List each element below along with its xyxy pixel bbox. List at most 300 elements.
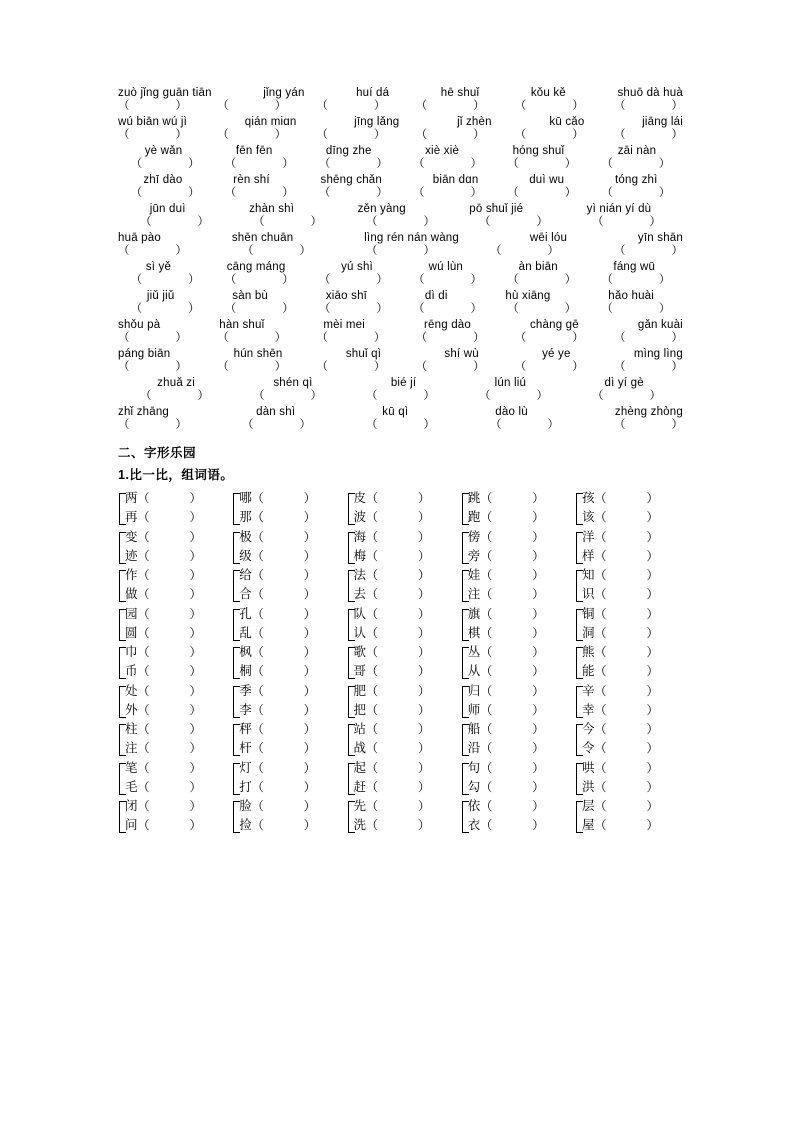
answer-blank[interactable]: （ ） (253, 215, 322, 228)
character-entry[interactable] (354, 489, 455, 508)
character-pair (118, 682, 226, 721)
word-blank[interactable]: （ ） (137, 568, 202, 582)
answer-blank[interactable]: （ ） (479, 215, 548, 228)
pairs-column (232, 489, 340, 836)
character-pair (232, 528, 340, 567)
character-entry[interactable] (239, 682, 340, 701)
word-blank[interactable]: （ ） (137, 529, 202, 544)
word-blank[interactable]: （ ） (480, 491, 545, 505)
character-pair (347, 528, 455, 567)
pinyin-word: kū qì (382, 406, 409, 418)
word-blank[interactable]: （ ） (594, 799, 659, 813)
answer-blank[interactable]: （ ） (130, 186, 200, 199)
answer-blank-row (118, 159, 683, 171)
word-blank[interactable]: （ ） (251, 664, 316, 678)
character-entry[interactable] (354, 643, 455, 662)
word-blank[interactable]: （ ） (251, 548, 316, 563)
answer-blank[interactable]: （ ） (242, 244, 311, 257)
word-blank[interactable]: （ ） (594, 702, 659, 717)
character-entry[interactable] (582, 816, 683, 835)
character-entry[interactable] (354, 547, 455, 566)
character-entry[interactable] (582, 662, 683, 681)
word-blank[interactable]: （ ） (366, 741, 431, 755)
pinyin-word: páng biān (118, 348, 171, 360)
character-entry[interactable] (125, 816, 226, 835)
answer-blank[interactable]: （ ） (507, 273, 577, 286)
character-entry[interactable] (125, 489, 226, 508)
word-blank[interactable]: （ ） (137, 625, 202, 640)
answer-blank[interactable]: （ ） (507, 302, 577, 315)
word-blank[interactable]: （ ） (366, 645, 431, 659)
word-blank[interactable]: （ ） (137, 645, 202, 659)
character-entry[interactable] (582, 547, 683, 566)
character-glyph: 梅 (353, 548, 367, 563)
character-entry[interactable] (239, 778, 340, 797)
answer-blank[interactable]: （ ） (507, 186, 577, 199)
answer-blank[interactable]: （ ） (224, 302, 294, 315)
pinyin-word: xiè xiè (425, 145, 460, 157)
word-blank[interactable]: （ ） (594, 760, 659, 775)
answer-blank[interactable]: （ ） (316, 128, 386, 141)
answer-blank[interactable]: （ ） (479, 389, 548, 402)
word-blank[interactable]: （ ） (594, 625, 659, 640)
character-pair (575, 643, 683, 682)
character-entry[interactable] (239, 528, 340, 547)
word-blank[interactable]: （ ） (251, 491, 316, 505)
character-glyph: 辛 (582, 683, 595, 698)
character-glyph: 级 (239, 548, 252, 563)
character-entry[interactable] (354, 682, 455, 701)
answer-blank[interactable]: （ ） (217, 360, 287, 373)
word-blank[interactable]: （ ） (594, 722, 659, 736)
character-entry[interactable] (582, 585, 683, 604)
character-entry[interactable] (468, 739, 569, 758)
character-pair (347, 759, 455, 798)
word-blank[interactable]: （ ） (251, 568, 316, 582)
character-entry[interactable] (582, 605, 683, 624)
word-blank[interactable]: （ ） (251, 510, 316, 524)
answer-blank[interactable]: （ ） (613, 99, 683, 112)
pinyin-word: zhèng zhòng (614, 406, 683, 418)
character-entry[interactable] (354, 778, 455, 797)
answer-blank[interactable]: （ ） (490, 418, 559, 431)
pinyin-word: yè wǎn (144, 145, 183, 157)
character-entry[interactable] (468, 720, 569, 739)
character-entry[interactable] (354, 585, 455, 604)
word-blank[interactable]: （ ） (137, 722, 202, 736)
answer-blank[interactable]: （ ） (118, 418, 187, 431)
word-blank[interactable]: （ ） (251, 645, 316, 659)
word-blank[interactable]: （ ） (137, 779, 202, 794)
word-blank[interactable]: （ ） (594, 683, 659, 698)
character-entry[interactable] (582, 682, 683, 701)
word-blank[interactable]: （ ） (480, 568, 545, 582)
word-blank[interactable]: （ ） (594, 491, 659, 505)
answer-blank[interactable]: （ ） (601, 273, 671, 286)
pinyin-row (118, 349, 683, 361)
word-blank[interactable]: （ ） (366, 702, 431, 717)
character-entry[interactable] (468, 624, 569, 643)
character-entry[interactable] (582, 739, 683, 758)
character-entry[interactable] (468, 489, 569, 508)
word-blank[interactable]: （ ） (137, 510, 202, 524)
word-blank[interactable]: （ ） (594, 664, 659, 678)
word-blank[interactable]: （ ） (480, 625, 545, 640)
answer-blank[interactable]: （ ） (253, 389, 322, 402)
word-blank[interactable]: （ ） (480, 818, 545, 832)
answer-blank[interactable]: （ ） (118, 360, 187, 373)
character-entry[interactable] (125, 720, 226, 739)
character-entry[interactable] (239, 662, 340, 681)
character-entry[interactable] (125, 547, 226, 566)
character-entry[interactable] (125, 778, 226, 797)
character-entry[interactable] (468, 662, 569, 681)
word-blank[interactable]: （ ） (251, 625, 316, 640)
character-entry[interactable] (468, 797, 569, 816)
answer-blank[interactable]: （ ） (614, 244, 683, 257)
word-blank[interactable]: （ ） (366, 606, 431, 621)
character-entry[interactable] (468, 778, 569, 797)
word-blank[interactable]: （ ） (251, 587, 316, 601)
character-entry[interactable] (582, 720, 683, 739)
character-entry[interactable] (125, 605, 226, 624)
character-entry[interactable] (239, 701, 340, 720)
word-blank[interactable]: （ ） (251, 702, 316, 717)
word-blank[interactable]: （ ） (366, 779, 431, 794)
character-entry[interactable] (239, 605, 340, 624)
answer-blank[interactable]: （ ） (118, 244, 187, 257)
answer-blank[interactable]: （ ） (130, 157, 200, 170)
word-blank[interactable]: （ ） (366, 568, 431, 582)
answer-blank[interactable]: （ ） (514, 331, 584, 344)
answer-blank[interactable]: （ ） (514, 128, 584, 141)
answer-blank[interactable]: （ ） (613, 331, 683, 344)
character-entry[interactable] (239, 797, 340, 816)
answer-blank[interactable]: （ ） (507, 157, 577, 170)
word-blank[interactable]: （ ） (480, 799, 545, 813)
answer-blank[interactable]: （ ） (514, 360, 584, 373)
word-blank[interactable]: （ ） (366, 760, 431, 775)
answer-blank[interactable]: （ ） (140, 215, 209, 228)
character-entry[interactable] (239, 489, 340, 508)
answer-blank[interactable]: （ ） (366, 244, 435, 257)
answer-blank[interactable]: （ ） (118, 128, 187, 141)
answer-blank[interactable]: （ ） (601, 302, 671, 315)
character-entry[interactable] (125, 797, 226, 816)
character-entry[interactable] (468, 566, 569, 585)
pinyin-word: fēn fēn (235, 145, 273, 157)
word-blank[interactable]: （ ） (137, 760, 202, 775)
pinyin-row (118, 291, 683, 303)
character-glyph: 旗 (467, 606, 481, 621)
character-entry[interactable] (239, 624, 340, 643)
answer-blank[interactable]: （ ） (316, 360, 386, 373)
answer-blank[interactable]: （ ） (413, 302, 483, 315)
word-blank[interactable]: （ ） (480, 664, 545, 678)
word-blank[interactable]: （ ） (137, 702, 202, 717)
answer-blank[interactable]: （ ） (601, 157, 671, 170)
character-entry[interactable] (354, 605, 455, 624)
character-entry[interactable] (125, 624, 226, 643)
character-entry[interactable] (239, 643, 340, 662)
answer-blank[interactable]: （ ） (130, 273, 200, 286)
word-blank[interactable]: （ ） (366, 722, 431, 736)
word-blank[interactable]: （ ） (594, 645, 659, 659)
word-blank[interactable]: （ ） (366, 529, 431, 544)
answer-blank[interactable]: （ ） (413, 186, 483, 199)
answer-blank[interactable]: （ ） (316, 99, 386, 112)
character-entry[interactable] (354, 759, 455, 778)
answer-blank[interactable]: （ ） (415, 360, 485, 373)
answer-blank[interactable]: （ ） (413, 157, 483, 170)
character-entry[interactable] (239, 547, 340, 566)
character-entry[interactable] (354, 720, 455, 739)
answer-blank[interactable]: （ ） (366, 389, 435, 402)
word-blank[interactable]: （ ） (480, 645, 545, 659)
answer-blank[interactable]: （ ） (224, 157, 294, 170)
character-entry[interactable] (125, 528, 226, 547)
word-blank[interactable]: （ ） (480, 510, 545, 524)
character-entry[interactable] (582, 759, 683, 778)
word-blank[interactable]: （ ） (137, 587, 202, 601)
answer-blank[interactable]: （ ） (118, 331, 187, 344)
word-blank[interactable]: （ ） (251, 818, 316, 832)
word-blank[interactable]: （ ） (594, 779, 659, 794)
character-entry[interactable] (125, 682, 226, 701)
character-pair (232, 489, 340, 528)
word-blank[interactable]: （ ） (366, 818, 431, 832)
character-entry[interactable] (468, 605, 569, 624)
pinyin-word: wēi lóu (529, 232, 568, 244)
character-entry[interactable] (354, 739, 455, 758)
answer-blank[interactable]: （ ） (366, 418, 435, 431)
word-blank[interactable]: （ ） (251, 799, 316, 813)
word-blank[interactable]: （ ） (251, 722, 316, 736)
character-pair (232, 759, 340, 798)
answer-blank[interactable]: （ ） (413, 273, 483, 286)
character-entry[interactable] (125, 662, 226, 681)
word-blank[interactable]: （ ） (594, 510, 659, 524)
character-entry[interactable] (239, 566, 340, 585)
word-blank[interactable]: （ ） (137, 664, 202, 678)
word-blank[interactable]: （ ） (366, 625, 431, 640)
character-entry[interactable] (582, 489, 683, 508)
word-blank[interactable]: （ ） (480, 760, 545, 775)
answer-blank[interactable]: （ ） (217, 128, 287, 141)
answer-blank[interactable]: （ ） (613, 360, 683, 373)
word-blank[interactable]: （ ） (251, 779, 316, 794)
character-entry[interactable] (468, 682, 569, 701)
word-blank[interactable]: （ ） (480, 606, 545, 621)
pinyin-word: cāng máng (226, 261, 286, 273)
word-blank[interactable]: （ ） (480, 702, 545, 717)
word-blank[interactable]: （ ） (366, 587, 431, 601)
word-blank[interactable]: （ ） (480, 683, 545, 698)
word-blank[interactable]: （ ） (251, 741, 316, 755)
word-blank[interactable]: （ ） (251, 760, 316, 775)
pinyin-word: kǒu kě (530, 87, 566, 99)
word-blank[interactable]: （ ） (137, 683, 202, 698)
pinyin-word: shǒu pà (118, 319, 161, 331)
character-entry[interactable] (354, 816, 455, 835)
pinyin-word: jūn duì (149, 203, 186, 215)
character-entry[interactable] (239, 720, 340, 739)
pinyin-word: jǐng yán (263, 87, 305, 99)
pinyin-word: zhàn shì (249, 203, 295, 215)
character-entry[interactable] (125, 759, 226, 778)
word-blank[interactable]: （ ） (366, 683, 431, 698)
word-blank[interactable]: （ ） (366, 664, 431, 678)
character-entry[interactable] (582, 566, 683, 585)
answer-blank[interactable]: （ ） (318, 302, 388, 315)
character-glyph: 跳 (467, 491, 481, 505)
word-blank[interactable]: （ ） (594, 818, 659, 832)
answer-blank[interactable]: （ ） (217, 99, 287, 112)
character-entry[interactable] (354, 566, 455, 585)
answer-blank[interactable]: （ ） (415, 99, 485, 112)
answer-blank[interactable]: （ ） (130, 302, 200, 315)
word-blank[interactable]: （ ） (594, 568, 659, 582)
character-glyph: 海 (353, 529, 367, 544)
word-blank[interactable]: （ ） (137, 799, 202, 813)
answer-blank[interactable]: （ ） (592, 215, 661, 228)
character-entry[interactable] (468, 701, 569, 720)
character-glyph: 句 (467, 760, 481, 775)
answer-blank[interactable]: （ ） (224, 273, 294, 286)
character-entry[interactable] (239, 759, 340, 778)
word-blank[interactable]: （ ） (137, 491, 202, 505)
pairs-column (118, 489, 226, 836)
character-glyph: 洗 (353, 818, 367, 832)
character-entry[interactable] (239, 816, 340, 835)
answer-blank[interactable]: （ ） (316, 331, 386, 344)
character-entry[interactable] (239, 739, 340, 758)
character-entry[interactable] (468, 585, 569, 604)
word-blank[interactable]: （ ） (137, 741, 202, 755)
character-entry[interactable] (468, 528, 569, 547)
word-blank[interactable]: （ ） (251, 606, 316, 621)
character-entry[interactable] (125, 566, 226, 585)
word-blank[interactable]: （ ） (594, 741, 659, 755)
answer-blank[interactable]: （ ） (224, 186, 294, 199)
character-entry[interactable] (354, 528, 455, 547)
character-entry[interactable] (582, 701, 683, 720)
character-entry[interactable] (354, 624, 455, 643)
answer-blank[interactable]: （ ） (490, 244, 559, 257)
pinyin-word: fáng wū (613, 261, 656, 273)
answer-blank-row (118, 333, 683, 345)
character-entry[interactable] (582, 778, 683, 797)
answer-blank-row (118, 362, 683, 374)
word-blank[interactable]: （ ） (480, 722, 545, 736)
answer-blank[interactable]: （ ） (242, 418, 311, 431)
character-entry[interactable] (125, 508, 226, 527)
character-pair (575, 566, 683, 605)
character-entry[interactable] (354, 701, 455, 720)
answer-blank[interactable]: （ ） (415, 331, 485, 344)
word-blank[interactable]: （ ） (480, 779, 545, 794)
character-glyph: 洪 (582, 779, 595, 794)
character-entry[interactable] (125, 585, 226, 604)
character-entry[interactable] (582, 508, 683, 527)
character-entry[interactable] (239, 585, 340, 604)
word-blank[interactable]: （ ） (366, 510, 431, 524)
word-blank[interactable]: （ ） (251, 529, 316, 544)
character-entry[interactable] (582, 643, 683, 662)
character-entry[interactable] (468, 508, 569, 527)
answer-blank[interactable]: （ ） (318, 273, 388, 286)
word-blank[interactable]: （ ） (251, 683, 316, 698)
character-entry[interactable] (582, 624, 683, 643)
word-blank[interactable]: （ ） (480, 529, 545, 544)
character-entry[interactable] (582, 797, 683, 816)
word-blank[interactable]: （ ） (366, 491, 431, 505)
character-entry[interactable] (468, 643, 569, 662)
character-glyph: 园 (125, 606, 138, 621)
answer-blank[interactable]: （ ） (613, 128, 683, 141)
character-entry[interactable] (582, 528, 683, 547)
character-entry[interactable] (125, 739, 226, 758)
character-pair (347, 605, 455, 644)
character-glyph: 乱 (239, 625, 252, 640)
answer-blank[interactable]: （ ） (592, 389, 661, 402)
character-glyph: 桐 (239, 664, 252, 678)
word-blank[interactable]: （ ） (480, 587, 545, 601)
answer-blank[interactable]: （ ） (118, 99, 187, 112)
answer-blank[interactable]: （ ） (514, 99, 584, 112)
answer-blank[interactable]: （ ） (318, 186, 388, 199)
character-glyph: 识 (582, 587, 595, 601)
answer-blank[interactable]: （ ） (614, 418, 683, 431)
character-pair (232, 797, 340, 836)
character-pair (461, 643, 569, 682)
character-glyph: 柱 (125, 722, 138, 736)
character-entry[interactable] (468, 816, 569, 835)
character-entry[interactable] (354, 508, 455, 527)
answer-blank[interactable]: （ ） (318, 157, 388, 170)
word-blank[interactable]: （ ） (137, 548, 202, 563)
character-glyph: 幸 (582, 702, 595, 717)
answer-blank[interactable]: （ ） (140, 389, 209, 402)
word-blank[interactable]: （ ） (594, 548, 659, 563)
answer-blank[interactable]: （ ） (366, 215, 435, 228)
character-entry[interactable] (125, 701, 226, 720)
word-blank[interactable]: （ ） (594, 587, 659, 601)
character-entry[interactable] (354, 662, 455, 681)
character-entry[interactable] (354, 797, 455, 816)
answer-blank[interactable]: （ ） (217, 331, 287, 344)
word-blank[interactable]: （ ） (480, 741, 545, 755)
character-entry[interactable] (468, 759, 569, 778)
answer-blank[interactable]: （ ） (601, 186, 671, 199)
word-blank[interactable]: （ ） (366, 548, 431, 563)
word-blank[interactable]: （ ） (137, 818, 202, 832)
answer-blank-row (118, 275, 683, 287)
word-blank[interactable]: （ ） (594, 529, 659, 544)
word-blank[interactable]: （ ） (480, 548, 545, 563)
character-glyph: 洞 (582, 625, 595, 640)
character-entry[interactable] (125, 643, 226, 662)
character-entry[interactable] (239, 508, 340, 527)
character-entry[interactable] (468, 547, 569, 566)
word-blank[interactable]: （ ） (594, 606, 659, 621)
character-pair (575, 605, 683, 644)
pinyin-word: wú biān wú jì (118, 116, 188, 128)
word-blank[interactable]: （ ） (366, 799, 431, 813)
character-glyph: 外 (125, 702, 138, 717)
word-blank[interactable]: （ ） (137, 606, 202, 621)
answer-blank[interactable]: （ ） (415, 128, 485, 141)
